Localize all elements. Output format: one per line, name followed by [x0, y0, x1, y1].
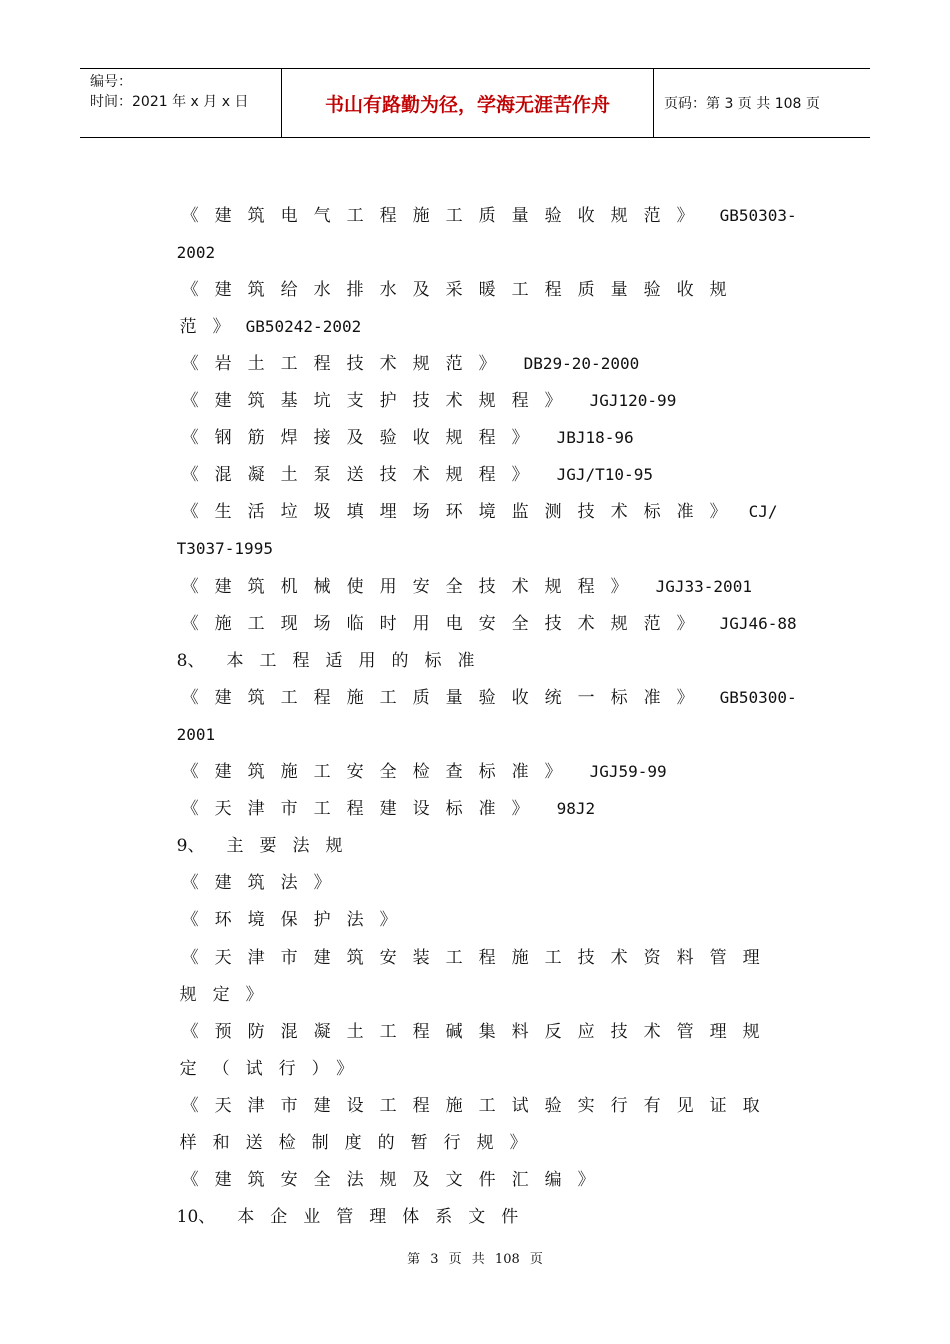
regulation-title: 样和送检制度的暂行规》 — [179, 1133, 543, 1153]
standard-title: 《建筑基坑支护技术规程》 — [181, 391, 578, 411]
standard-code: 2001 — [176, 725, 216, 744]
standard-code: JGJ120-99 — [589, 391, 677, 410]
standard-code: JGJ59-99 — [589, 762, 667, 781]
standard-code: JGJ46-88 — [719, 614, 797, 633]
standard-code: GB50242-2002 — [245, 317, 362, 336]
standard-title: 范》 — [179, 317, 246, 337]
standard-code: T3037-1995 — [176, 539, 273, 558]
standard-title: 《建筑施工安全检查标准》 — [181, 762, 578, 782]
standard-code: CJ/ — [748, 502, 778, 521]
standard-title: 《天津市工程建设标准》 — [181, 799, 545, 819]
standard-code: 2002 — [176, 243, 216, 262]
standard-title: 《钢筋焊接及验收规程》 — [181, 428, 545, 448]
standard-title: 《建筑电气工程施工质量验收规范》 — [181, 206, 710, 226]
standard-code: GB50300- — [719, 688, 797, 707]
document-date-label: 时间：2021 年 x 月 x 日 — [90, 94, 249, 110]
standard-code: GB50303- — [719, 206, 797, 225]
standard-code: JGJ33-2001 — [655, 577, 752, 596]
header-left-cell — [80, 69, 282, 137]
regulation-title: 《预防混凝土工程碱集料反应技术管理规 — [181, 1022, 776, 1042]
standard-title: 《混凝土泵送技术规程》 — [181, 465, 545, 485]
regulation-title: 定（试行）》 — [179, 1059, 370, 1079]
section-number: 9、 — [176, 836, 205, 856]
standard-line — [160, 183, 797, 249]
section-number: 10、 — [176, 1207, 216, 1227]
standard-code: JGJ/T10-95 — [556, 465, 653, 484]
regulation-title: 规定》 — [179, 985, 279, 1005]
standard-code: JBJ18-96 — [556, 428, 634, 447]
section-number: 8、 — [176, 651, 205, 671]
standard-code: DB29-20-2000 — [523, 354, 640, 373]
standard-line — [160, 665, 797, 731]
regulation-title: 《天津市建筑安装工程施工技术资料管理 — [181, 948, 776, 968]
regulation-title: 《建筑法》 — [181, 873, 347, 893]
page-footer: 第 3 页 共 108 页 — [407, 1252, 543, 1267]
header-page-label: 页码：第 3 页 共 108 页 — [664, 96, 820, 112]
section-title: 本企业管理体系文件 — [237, 1207, 535, 1227]
standard-code: 98J2 — [556, 799, 596, 818]
page-header — [80, 68, 870, 138]
regulation-title: 《天津市建设工程施工试验实行有见证取 — [181, 1096, 776, 1116]
section-title: 本工程适用的标准 — [226, 651, 491, 671]
section-heading — [155, 1184, 534, 1250]
standard-title: 《建筑工程施工质量验收统一标准》 — [181, 688, 710, 708]
standard-title: 《施工现场临时用电安全技术规范》 — [181, 614, 710, 634]
section-title: 主要法规 — [226, 836, 359, 856]
document-number-label: 编号： — [90, 74, 132, 90]
standard-title: 《建筑机械使用安全技术规程》 — [181, 577, 644, 597]
standard-title: 《建筑给水排水及采暖工程质量验收规 — [181, 280, 743, 300]
regulation-title: 《建筑安全法规及文件汇编》 — [181, 1170, 611, 1190]
standard-title: 《岩土工程技术规范》 — [181, 354, 512, 374]
standard-title: 《生活垃圾填埋场环境监测技术标准》 — [181, 502, 743, 522]
header-motto: 书山有路勤为径，学海无涯苦作舟 — [282, 69, 654, 137]
regulation-title: 《环境保护法》 — [181, 910, 413, 930]
